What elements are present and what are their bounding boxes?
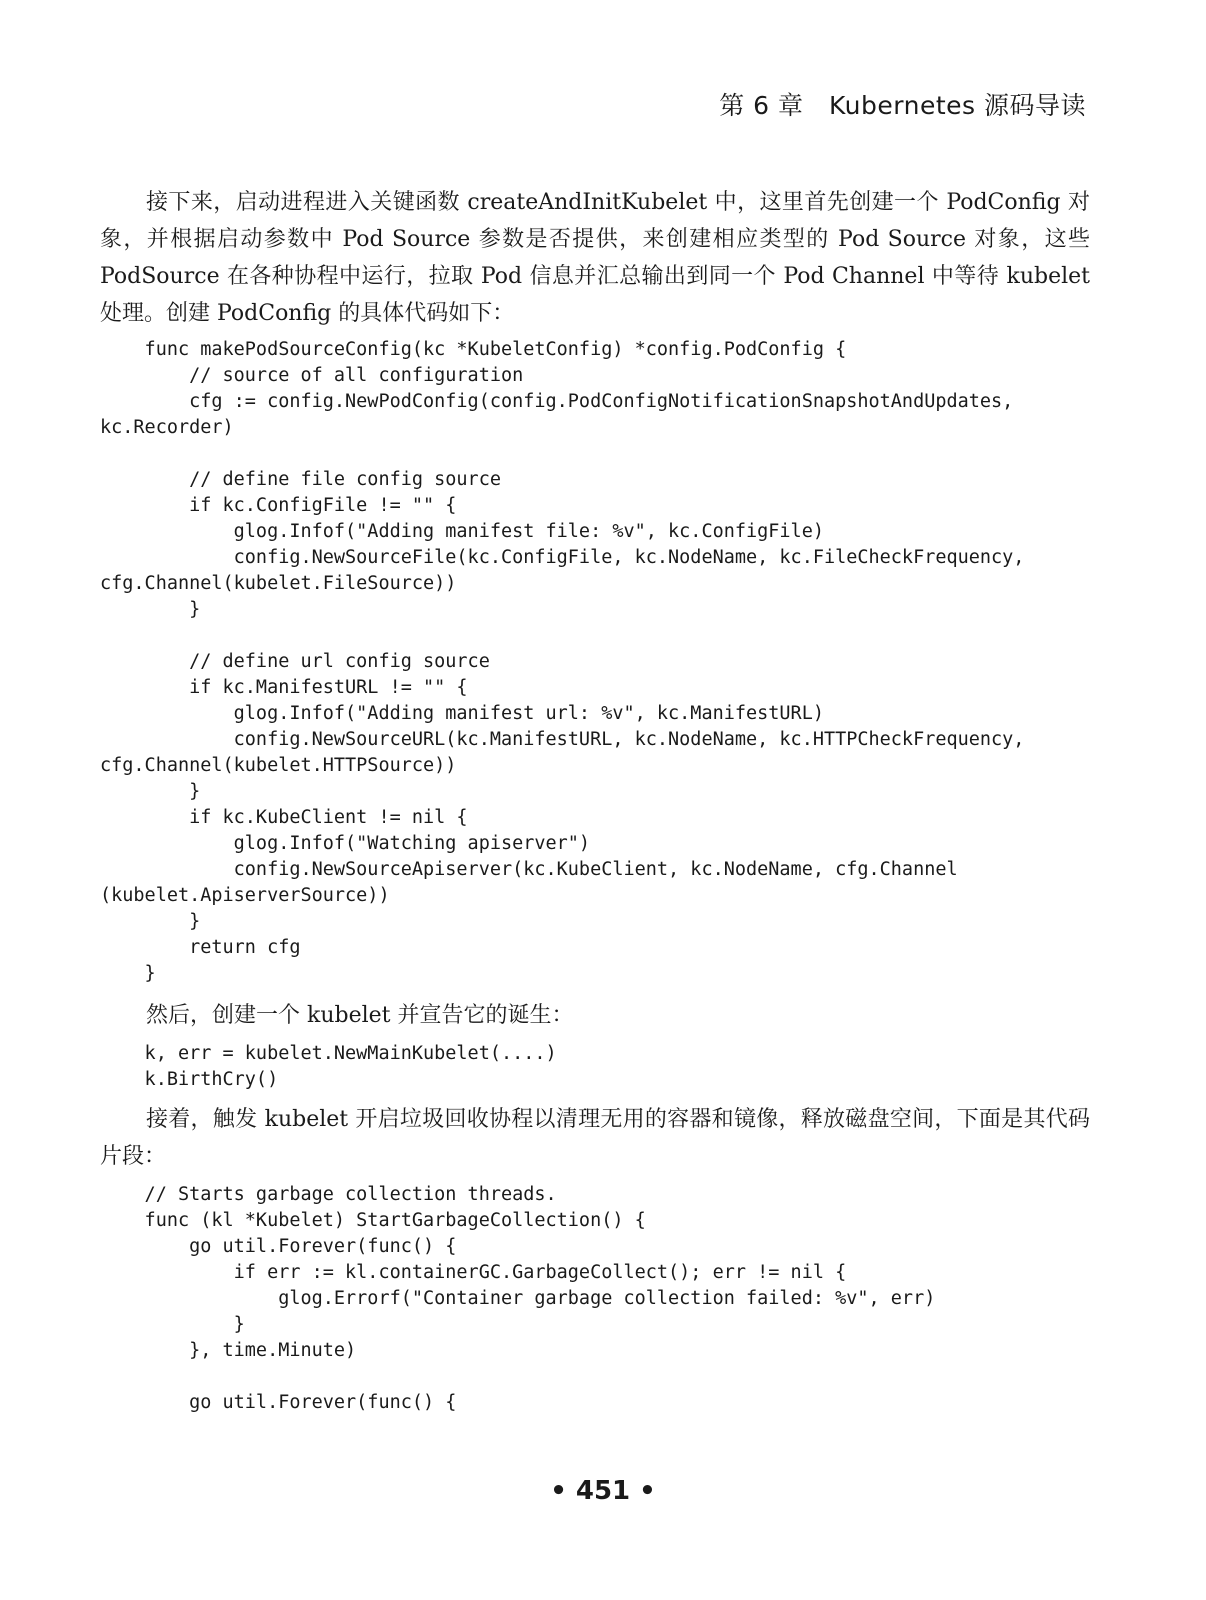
code-line: func (kl *Kubelet) StartGarbageCollection() { xyxy=(100,1210,646,1231)
code-line: } xyxy=(100,781,201,802)
code-line: func makePodSourceConfig(kc *KubeletConfig) *config.PodConfig { xyxy=(100,339,847,360)
code-line: } xyxy=(100,1314,245,1335)
code-line: cfg.Channel(kubelet.FileSource)) xyxy=(100,573,457,594)
code-line: } xyxy=(100,599,201,620)
code-line: // define file config source xyxy=(100,469,501,490)
code-line: glog.Infof("Adding manifest file: %v", kc.ConfigFile) xyxy=(100,521,824,542)
code-line: config.NewSourceFile(kc.ConfigFile, kc.NodeName, kc.FileCheckFrequency, xyxy=(100,547,1025,568)
code-line: } xyxy=(100,963,156,984)
code-block-garbage-collection xyxy=(100,1182,1100,1416)
code-line: // define url config source xyxy=(100,651,490,672)
code-line: k, err = kubelet.NewMainKubelet(....) xyxy=(100,1043,557,1064)
code-line: glog.Infof("Adding manifest url: %v", kc.ManifestURL) xyxy=(100,703,824,724)
code-line: } xyxy=(100,911,201,932)
code-line: cfg := config.NewPodConfig(config.PodConfigNotificationSnapshotAndUpdates, xyxy=(100,391,1014,412)
code-line: go util.Forever(func() { xyxy=(100,1392,457,1413)
code-line: return cfg xyxy=(100,937,301,958)
intro-paragraph: 接下来，启动进程进入关键函数 createAndInitKubelet 中，这里首先创建一个 PodConfig 对象，并根据启动参数中 Pod Source 参数是否提供，来创建相应类型的 Pod Source 对象，这些 PodSource 在各种协程中运行，拉取 Pod 信息并汇总输出到同一个 Pod Channel 中等待 kubelet 处理。创建 PodConfig 的具体代码如下： xyxy=(100,190,1090,326)
code-block-new-kubelet xyxy=(100,1041,1100,1093)
gc-paragraph: 接着，触发 kubelet 开启垃圾回收协程以清理无用的容器和镜像，释放磁盘空间，下面是其代码片段： xyxy=(100,1107,1090,1169)
code-line: (kubelet.ApiserverSource)) xyxy=(100,885,390,906)
code-line: cfg.Channel(kubelet.HTTPSource)) xyxy=(100,755,457,776)
code-line xyxy=(100,441,1100,467)
code-line: config.NewSourceURL(kc.ManifestURL, kc.NodeName, kc.HTTPCheckFrequency, xyxy=(100,729,1025,750)
code-line: go util.Forever(func() { xyxy=(100,1236,457,1257)
code-line: config.NewSourceApiserver(kc.KubeClient, kc.NodeName, cfg.Channel xyxy=(100,859,958,880)
code-line: // source of all configuration xyxy=(100,365,524,386)
chapter-header: 第 6 章 Kubernetes 源码导读 xyxy=(719,91,1086,120)
code-line: if err := kl.containerGC.GarbageCollect(); err != nil { xyxy=(100,1262,847,1283)
code-block-make-pod-source xyxy=(100,337,1100,987)
code-line: if kc.ManifestURL != "" { xyxy=(100,677,468,698)
code-line xyxy=(100,1364,1100,1390)
code-line: }, time.Minute) xyxy=(100,1340,357,1361)
code-line: k.BirthCry() xyxy=(100,1069,279,1090)
code-line: // Starts garbage collection threads. xyxy=(100,1184,557,1205)
code-line xyxy=(100,623,1100,649)
code-line: glog.Infof("Watching apiserver") xyxy=(100,833,591,854)
code-line: if kc.ConfigFile != "" { xyxy=(100,495,457,516)
code-line: kc.Recorder) xyxy=(100,417,234,438)
birth-paragraph: 然后，创建一个 kubelet 并宣告它的诞生： xyxy=(146,1003,574,1028)
code-line: glog.Errorf("Container garbage collection failed: %v", err) xyxy=(100,1288,936,1309)
page-number: • 451 • xyxy=(550,1476,656,1506)
code-line: if kc.KubeClient != nil { xyxy=(100,807,468,828)
